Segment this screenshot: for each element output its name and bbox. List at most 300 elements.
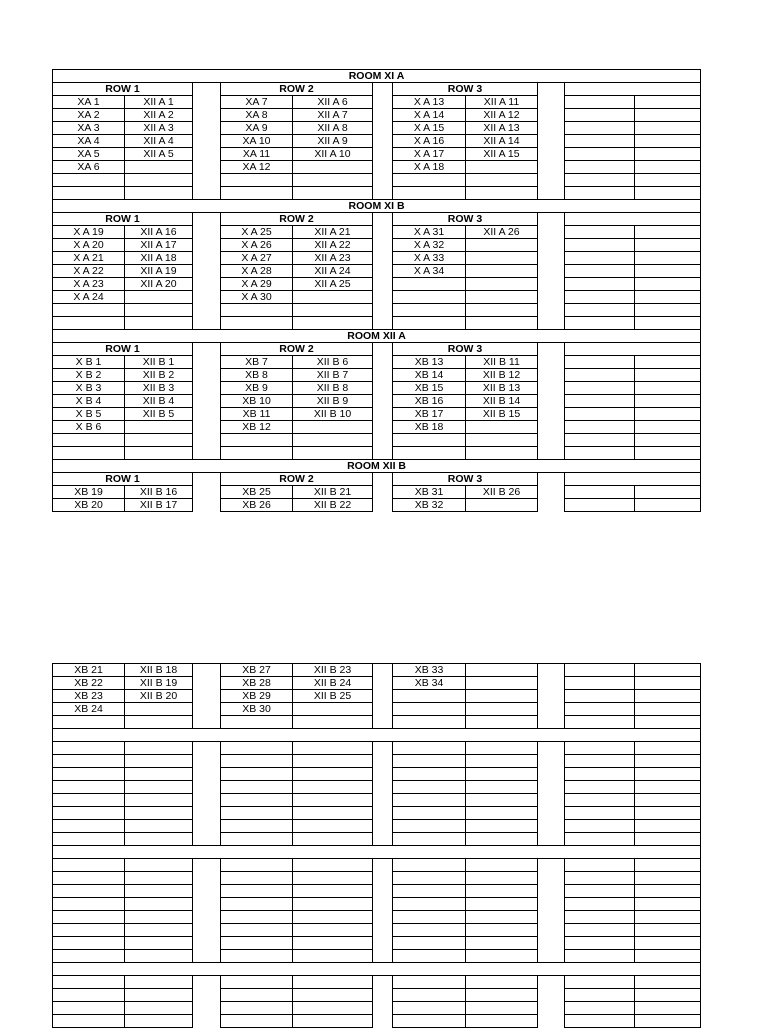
seat-cell: XII A 6 (293, 96, 373, 109)
seat-cell: XA 5 (53, 148, 125, 161)
empty-cell (125, 989, 193, 1002)
room-title-row (53, 460, 701, 473)
aisle-cell (538, 872, 565, 885)
seat-cell (125, 161, 193, 174)
empty-cell (125, 898, 193, 911)
aisle-cell (538, 976, 565, 989)
aisle-cell (193, 937, 221, 950)
seat-cell: XII A 10 (293, 148, 373, 161)
aisle-cell (538, 395, 565, 408)
seat-cell (293, 434, 373, 447)
empty-cell (466, 807, 538, 820)
aisle-cell (193, 96, 221, 109)
aisle-cell (538, 96, 565, 109)
seat-cell (293, 703, 373, 716)
empty-cell (125, 1002, 193, 1015)
table-row (53, 174, 701, 187)
empty-cell (53, 872, 125, 885)
seat-cell (393, 447, 466, 460)
seat-cell (125, 291, 193, 304)
aisle-cell (538, 703, 565, 716)
seat-cell: XII A 12 (466, 109, 538, 122)
row-label: ROW 2 (221, 343, 373, 356)
seat-cell: XII B 6 (293, 356, 373, 369)
empty-cell (565, 703, 635, 716)
empty-cell (466, 872, 538, 885)
empty-cell (565, 265, 635, 278)
seat-cell: XB 17 (393, 408, 466, 421)
aisle-cell (538, 187, 565, 200)
aisle-cell (193, 304, 221, 317)
empty-cell (635, 742, 701, 755)
row-label: ROW 1 (53, 213, 193, 226)
seat-cell: XII A 26 (466, 226, 538, 239)
empty-cell (565, 911, 635, 924)
aisle-cell (193, 768, 221, 781)
room-title: ROOM XI B (53, 200, 701, 213)
empty-cell (635, 976, 701, 989)
empty-cell (635, 924, 701, 937)
seat-cell: XII A 7 (293, 109, 373, 122)
aisle-cell (193, 109, 221, 122)
aisle-cell (373, 109, 393, 122)
seat-cell: XII B 23 (293, 664, 373, 677)
aisle-cell (373, 408, 393, 421)
seat-cell (125, 187, 193, 200)
table-row (53, 716, 701, 729)
aisle-cell (538, 859, 565, 872)
seat-cell (221, 304, 293, 317)
seat-cell (393, 187, 466, 200)
aisle-cell (193, 911, 221, 924)
aisle-cell (373, 96, 393, 109)
seat-cell: XII A 4 (125, 135, 193, 148)
aisle-cell (373, 343, 393, 356)
aisle-cell (538, 1002, 565, 1015)
empty-cell (635, 278, 701, 291)
table-row (53, 1002, 701, 1015)
aisle-cell (373, 768, 393, 781)
seat-cell (221, 187, 293, 200)
seat-cell: XA 3 (53, 122, 125, 135)
aisle-cell (193, 265, 221, 278)
aisle-cell (373, 174, 393, 187)
aisle-cell (538, 226, 565, 239)
empty-cell (393, 885, 466, 898)
table-row (53, 369, 701, 382)
empty-cell (565, 96, 635, 109)
empty-cell (466, 833, 538, 846)
empty-cell (565, 135, 635, 148)
table-row (53, 911, 701, 924)
empty-cell (635, 950, 701, 963)
empty-cell (125, 768, 193, 781)
aisle-cell (373, 781, 393, 794)
empty-cell (53, 937, 125, 950)
empty-cell (393, 833, 466, 846)
aisle-cell (538, 950, 565, 963)
empty-cell (53, 820, 125, 833)
table-row (53, 1015, 701, 1028)
seat-cell (466, 265, 538, 278)
seat-cell (466, 174, 538, 187)
seat-cell: XII B 10 (293, 408, 373, 421)
seat-cell (53, 317, 125, 330)
seat-cell: XII A 13 (466, 122, 538, 135)
table-row (53, 265, 701, 278)
empty-cell (635, 716, 701, 729)
empty-cell (635, 395, 701, 408)
aisle-cell (538, 174, 565, 187)
seat-cell: XII B 15 (466, 408, 538, 421)
table-row (53, 989, 701, 1002)
aisle-cell (373, 382, 393, 395)
table-row (53, 226, 701, 239)
aisle-cell (373, 239, 393, 252)
empty-cell (221, 794, 293, 807)
aisle-cell (538, 408, 565, 421)
row-label: ROW 2 (221, 473, 373, 486)
seat-cell (125, 317, 193, 330)
aisle-cell (193, 382, 221, 395)
seat-cell (393, 174, 466, 187)
table-row (53, 317, 701, 330)
aisle-cell (193, 677, 221, 690)
empty-cell (635, 911, 701, 924)
aisle-cell (538, 690, 565, 703)
seat-cell: XII A 11 (466, 96, 538, 109)
seat-cell: X A 14 (393, 109, 466, 122)
aisle-cell (538, 755, 565, 768)
seat-cell: XII A 25 (293, 278, 373, 291)
empty-cell (393, 924, 466, 937)
aisle-cell (538, 304, 565, 317)
seat-cell: X A 32 (393, 239, 466, 252)
empty-cell (221, 807, 293, 820)
empty-cell (53, 833, 125, 846)
empty-cell (635, 109, 701, 122)
aisle-cell (373, 1015, 393, 1028)
aisle-cell (193, 924, 221, 937)
aisle-cell (193, 885, 221, 898)
seat-cell: XB 13 (393, 356, 466, 369)
aisle-cell (373, 395, 393, 408)
seat-cell: X B 5 (53, 408, 125, 421)
seat-cell: X B 3 (53, 382, 125, 395)
table-row (53, 755, 701, 768)
seat-cell: XA 12 (221, 161, 293, 174)
table-row (53, 278, 701, 291)
empty-cell (293, 781, 373, 794)
seat-cell: XII A 17 (125, 239, 193, 252)
empty-cell (125, 794, 193, 807)
aisle-cell (193, 820, 221, 833)
empty-cell (221, 885, 293, 898)
aisle-cell (373, 885, 393, 898)
room-title-row (53, 70, 701, 83)
aisle-cell (373, 447, 393, 460)
aisle-cell (373, 664, 393, 677)
seat-cell (466, 677, 538, 690)
row-label-row (53, 473, 701, 486)
row-label-row (53, 213, 701, 226)
empty-cell (635, 148, 701, 161)
seat-cell: XII A 9 (293, 135, 373, 148)
empty-cell (565, 872, 635, 885)
empty-cell (565, 343, 701, 356)
seat-cell: XII A 14 (466, 135, 538, 148)
aisle-cell (193, 664, 221, 677)
seat-cell (221, 317, 293, 330)
seat-cell: XII B 11 (466, 356, 538, 369)
seat-cell: XII B 26 (466, 486, 538, 499)
aisle-cell (373, 83, 393, 96)
seat-cell (53, 304, 125, 317)
aisle-cell (373, 794, 393, 807)
aisle-cell (538, 486, 565, 499)
empty-cell (393, 950, 466, 963)
empty-cell (221, 781, 293, 794)
empty-cell (565, 291, 635, 304)
table-row (53, 122, 701, 135)
empty-cell (53, 781, 125, 794)
seat-cell: XB 14 (393, 369, 466, 382)
empty-cell (565, 356, 635, 369)
empty-cell (635, 252, 701, 265)
aisle-cell (538, 1015, 565, 1028)
table-row (53, 872, 701, 885)
empty-cell (635, 135, 701, 148)
seat-cell: XA 11 (221, 148, 293, 161)
aisle-cell (538, 716, 565, 729)
seat-cell: XII A 18 (125, 252, 193, 265)
empty-cell (565, 122, 635, 135)
aisle-cell (373, 742, 393, 755)
empty-cell (125, 950, 193, 963)
seat-cell: XII A 20 (125, 278, 193, 291)
seat-cell: XA 9 (221, 122, 293, 135)
empty-cell (393, 859, 466, 872)
empty-cell (466, 950, 538, 963)
empty-cell (53, 989, 125, 1002)
empty-cell (53, 1015, 125, 1028)
empty-cell (53, 898, 125, 911)
empty-cell (565, 768, 635, 781)
empty-cell (565, 239, 635, 252)
empty-cell (635, 859, 701, 872)
seat-cell: X A 15 (393, 122, 466, 135)
row-label: ROW 1 (53, 83, 193, 96)
empty-cell (466, 755, 538, 768)
seat-cell: XB 16 (393, 395, 466, 408)
table-row (53, 781, 701, 794)
empty-cell (565, 408, 635, 421)
empty-cell (565, 83, 701, 96)
aisle-cell (538, 265, 565, 278)
seat-cell (125, 304, 193, 317)
seat-cell: X A 33 (393, 252, 466, 265)
empty-cell (635, 369, 701, 382)
seat-cell: X A 28 (221, 265, 293, 278)
empty-cell (635, 781, 701, 794)
seat-cell (293, 161, 373, 174)
seat-cell: XB 8 (221, 369, 293, 382)
table-row (53, 703, 701, 716)
table-row (53, 924, 701, 937)
empty-cell (565, 794, 635, 807)
empty-cell (293, 885, 373, 898)
seat-cell (466, 291, 538, 304)
aisle-cell (538, 291, 565, 304)
empty-cell (125, 1015, 193, 1028)
seat-cell: XII A 3 (125, 122, 193, 135)
empty-cell (466, 794, 538, 807)
aisle-cell (193, 213, 221, 226)
aisle-cell (373, 278, 393, 291)
empty-cell (635, 820, 701, 833)
empty-cell (635, 937, 701, 950)
seat-cell (393, 317, 466, 330)
seat-cell (393, 716, 466, 729)
table-row (53, 408, 701, 421)
seat-cell (53, 447, 125, 460)
empty-cell (565, 499, 635, 512)
aisle-cell (193, 473, 221, 486)
aisle-cell (373, 755, 393, 768)
seat-cell (221, 174, 293, 187)
table-row (53, 950, 701, 963)
aisle-cell (538, 148, 565, 161)
empty-cell (565, 1015, 635, 1028)
seat-cell: X B 1 (53, 356, 125, 369)
row-label-row (53, 343, 701, 356)
empty-cell (635, 382, 701, 395)
empty-cell (635, 161, 701, 174)
empty-cell (565, 781, 635, 794)
empty-cell (565, 447, 635, 460)
aisle-cell (538, 833, 565, 846)
seating-table-page-1 (52, 69, 701, 512)
seat-cell (393, 434, 466, 447)
table-row (53, 109, 701, 122)
empty-cell (635, 486, 701, 499)
empty-cell (53, 807, 125, 820)
empty-cell (565, 690, 635, 703)
seat-cell: XII B 25 (293, 690, 373, 703)
empty-cell (293, 950, 373, 963)
seat-cell (221, 434, 293, 447)
seat-cell: XB 33 (393, 664, 466, 677)
aisle-cell (193, 833, 221, 846)
seat-cell: XB 31 (393, 486, 466, 499)
empty-cell (565, 755, 635, 768)
seat-cell: X A 17 (393, 148, 466, 161)
seat-cell: XII B 22 (293, 499, 373, 512)
aisle-cell (193, 369, 221, 382)
empty-cell (635, 174, 701, 187)
aisle-cell (373, 265, 393, 278)
empty-cell (466, 768, 538, 781)
empty-cell (466, 924, 538, 937)
empty-cell (565, 148, 635, 161)
empty-cell (125, 937, 193, 950)
empty-cell (466, 989, 538, 1002)
seat-cell: XB 24 (53, 703, 125, 716)
empty-cell (125, 820, 193, 833)
empty-cell (565, 716, 635, 729)
room-title: ROOM XII A (53, 330, 701, 343)
empty-cell (393, 755, 466, 768)
seat-cell (466, 239, 538, 252)
seating-table-page-2 (52, 663, 701, 1028)
seat-cell (393, 278, 466, 291)
empty-cell (125, 781, 193, 794)
aisle-cell (373, 807, 393, 820)
aisle-cell (193, 226, 221, 239)
empty-cell (635, 447, 701, 460)
table-row (53, 161, 701, 174)
seat-cell (125, 703, 193, 716)
table-row (53, 833, 701, 846)
aisle-cell (538, 122, 565, 135)
aisle-cell (193, 291, 221, 304)
empty-cell (565, 859, 635, 872)
aisle-cell (538, 213, 565, 226)
seat-cell (393, 690, 466, 703)
seat-cell: XII B 20 (125, 690, 193, 703)
table-row (53, 742, 701, 755)
seat-cell (466, 421, 538, 434)
empty-cell (293, 833, 373, 846)
room-title-row (53, 330, 701, 343)
seat-cell (53, 187, 125, 200)
empty-cell (635, 434, 701, 447)
empty-cell (635, 1002, 701, 1015)
empty-cell (125, 833, 193, 846)
empty-cell (565, 742, 635, 755)
seat-cell (125, 174, 193, 187)
seat-cell: XB 26 (221, 499, 293, 512)
seat-cell (221, 716, 293, 729)
table-row (53, 135, 701, 148)
aisle-cell (193, 83, 221, 96)
seat-cell: XII B 12 (466, 369, 538, 382)
seat-cell: X A 31 (393, 226, 466, 239)
seat-cell (466, 161, 538, 174)
empty-cell (293, 924, 373, 937)
seat-cell (125, 421, 193, 434)
empty-cell (53, 768, 125, 781)
empty-cell (53, 950, 125, 963)
table-row (53, 304, 701, 317)
empty-cell (125, 924, 193, 937)
seat-cell (466, 434, 538, 447)
seat-cell: XII A 22 (293, 239, 373, 252)
aisle-cell (193, 859, 221, 872)
empty-cell (393, 976, 466, 989)
aisle-cell (193, 278, 221, 291)
table-row (53, 239, 701, 252)
aisle-cell (373, 434, 393, 447)
table-row (53, 885, 701, 898)
seat-cell: XB 32 (393, 499, 466, 512)
aisle-cell (193, 317, 221, 330)
aisle-cell (373, 187, 393, 200)
aisle-cell (193, 135, 221, 148)
empty-cell (635, 755, 701, 768)
aisle-cell (373, 872, 393, 885)
empty-cell (293, 859, 373, 872)
